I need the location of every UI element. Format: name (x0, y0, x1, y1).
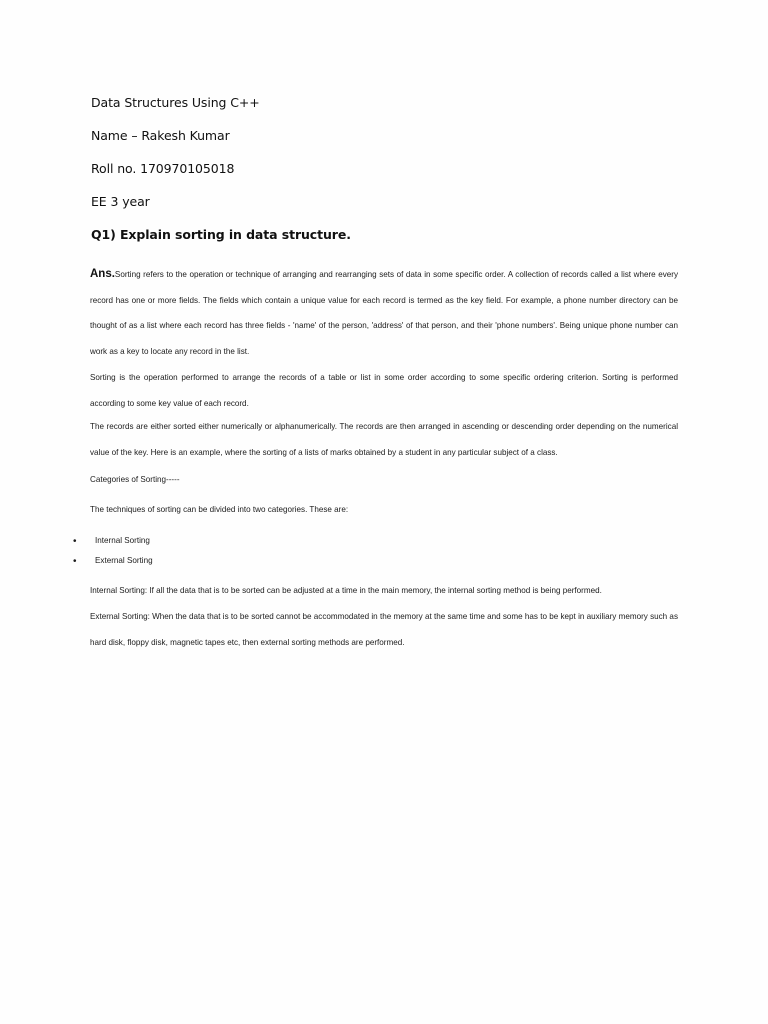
internal-sorting-definition: Internal Sorting: If all the data that is to be sorted can be adjusted at a time in the main memory, the internal sorting method is being performed. (90, 586, 602, 595)
answer-intro-text: Sorting refers to the operation or technique of arranging and rearranging sets of data in some specific order. A collection of records called a list where every record has one or more fields. The fields which contain a unique value for each record is termed as the key field. For example, a phone number directory can be thought of as a list where each record has three fields - 'name' of the person, 'address' of that person, and their 'phone numbers'. Being unique phone number can work as a key to locate any record in the list. (90, 270, 678, 356)
bullet-icon: • (73, 556, 77, 567)
categories-heading: Categories of Sorting----- (90, 475, 180, 484)
external-sorting-definition (90, 604, 678, 655)
categories-intro: The techniques of sorting can be divided into two categories. These are: (90, 505, 349, 514)
list-item-label: External Sorting (95, 556, 153, 565)
list-item-label: Internal Sorting (95, 536, 150, 545)
answer-paragraph-3 (90, 414, 678, 465)
bullet-icon: • (73, 536, 77, 547)
answer-paragraph-2 (90, 365, 678, 416)
list-item (73, 556, 153, 567)
student-name: Name – Rakesh Kumar (91, 128, 230, 143)
answer-intro-paragraph (90, 262, 678, 364)
answer-para3-text: The records are either sorted either numerically or alphanumerically. The records are then arranged in ascending or descending order depending on the numerical value of the key. Here is an example, where the sorting of a lists of marks obtained by a student in any particular subject of a class. (90, 422, 678, 457)
external-sorting-text: External Sorting: When the data that is to be sorted cannot be accommodated in the memory at the same time and some has to be kept in auxiliary memory such as hard disk, floppy disk, magnetic tapes etc, then external sorting methods are performed. (90, 612, 678, 647)
year-branch: EE 3 year (91, 194, 150, 209)
answer-para2-text: Sorting is the operation performed to arrange the records of a table or list in some order according to some specific ordering criterion. Sorting is performed according to some key value of each record. (90, 373, 678, 408)
list-item (73, 536, 150, 547)
course-title: Data Structures Using C++ (91, 95, 260, 110)
question-title: Q1) Explain sorting in data structure. (91, 227, 351, 242)
roll-number: Roll no. 170970105018 (91, 161, 235, 176)
answer-label: Ans. (90, 268, 115, 280)
